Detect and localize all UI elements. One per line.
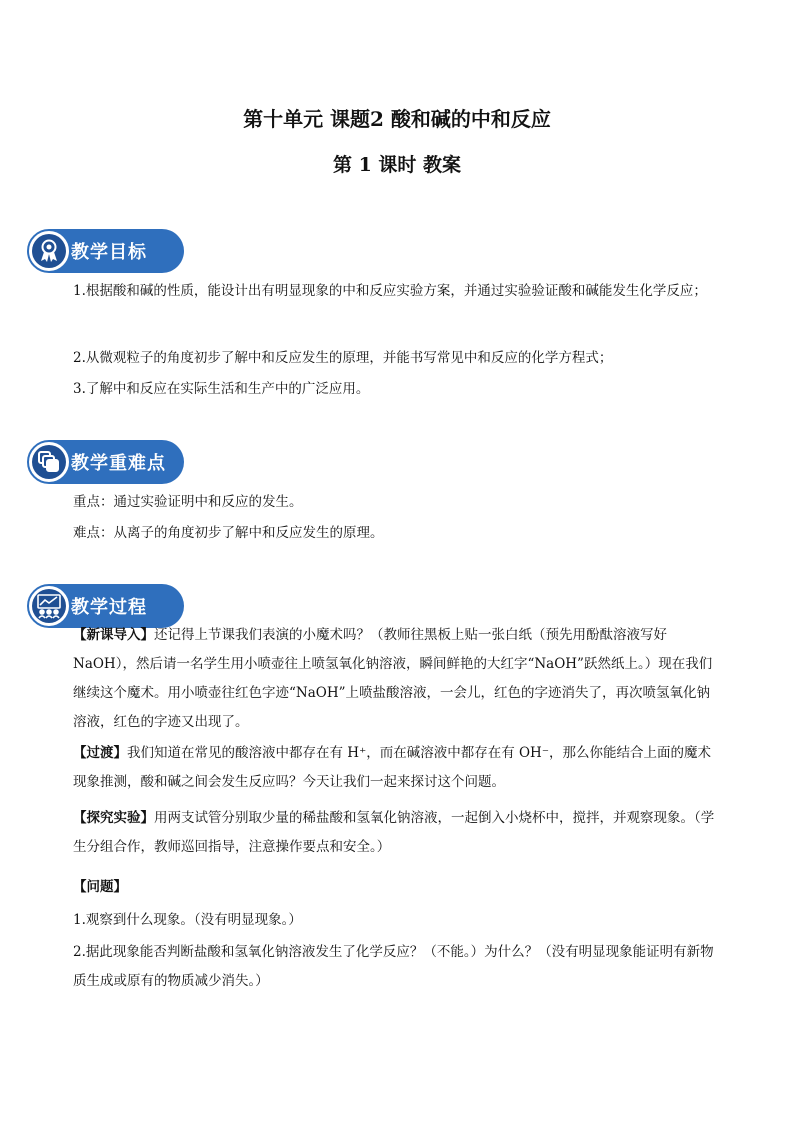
question-item-1: 1.观察到什么现象。（没有明显现象。） [73, 912, 302, 928]
section-title-process: 教学过程 [71, 597, 147, 618]
intro-text: 还记得上节课我们表演的小魔术吗？（教师往黑板上贴一张白纸（预先用酚酞溶液写好NaOH），然后请一名学生用小喷壶往上喷氢氧化钠溶液，瞬间鲜艳的大红字“NaOH”跃然纸上。）现在我们继续这个魔术。用小喷壶往红色字迹“NaOH”上喷盐酸溶液，一会儿，红色的字迹消失了，再次喷氢氧化钠溶液，红色的字迹又出现了。 [73, 627, 713, 730]
section-title-key-points: 教学重难点 [71, 453, 166, 474]
document-title: 第十单元 课题2 酸和碱的中和反应 [243, 107, 551, 131]
objective-item-3: 3.了解中和反应在实际生活和生产中的广泛应用。 [73, 381, 370, 397]
question-label: 【问题】 [73, 879, 127, 895]
experiment-text: 用两支试管分别取少量的稀盐酸和氢氧化钠溶液，一起倒入小烧杯中，搅拌，并观察现象。（学生分组合作，教师巡回指导，注意操作要点和安全。） [73, 810, 715, 855]
key-point-focus: 重点：通过实验证明中和反应的发生。 [73, 494, 303, 510]
question-heading [73, 872, 723, 902]
section-header-key-points [27, 440, 187, 484]
transition-text: 我们知道在常见的酸溶液中都存在有 H⁺，而在碱溶液中都存在有 OH⁻，那么你能结合上面的魔术现象推测，酸和碱之间会发生反应吗？今天让我们一起来探讨这个问题。 [73, 745, 711, 790]
section-title-objectives: 教学目标 [71, 242, 147, 263]
transition-label: 【过渡】 [73, 745, 127, 761]
process-intro [73, 621, 723, 737]
objective-item-1: 1.根据酸和碱的性质，能设计出有明显现象的中和反应实验方案，并通过实验验证酸和碱能发生化学反应； [73, 283, 707, 299]
experiment-label: 【探究实验】 [73, 810, 154, 826]
process-experiment [73, 804, 723, 862]
question-item-2: 2.据此现象能否判断盐酸和氢氧化钠溶液发生了化学反应？（不能。）为什么？（没有明显现象能证明有新物质生成或原有的物质减少消失。） [73, 944, 714, 989]
section-header-objectives [27, 229, 187, 273]
intro-label: 【新课导入】 [73, 627, 154, 643]
key-point-difficulty: 难点：从离子的角度初步了解中和反应发生的原理。 [73, 525, 384, 541]
objective-item-2: 2.从微观粒子的角度初步了解中和反应发生的原理，并能书写常见中和反应的化学方程式； [73, 350, 613, 366]
document-subtitle: 第 1 课时 教案 [332, 154, 462, 176]
process-transition [73, 739, 723, 797]
